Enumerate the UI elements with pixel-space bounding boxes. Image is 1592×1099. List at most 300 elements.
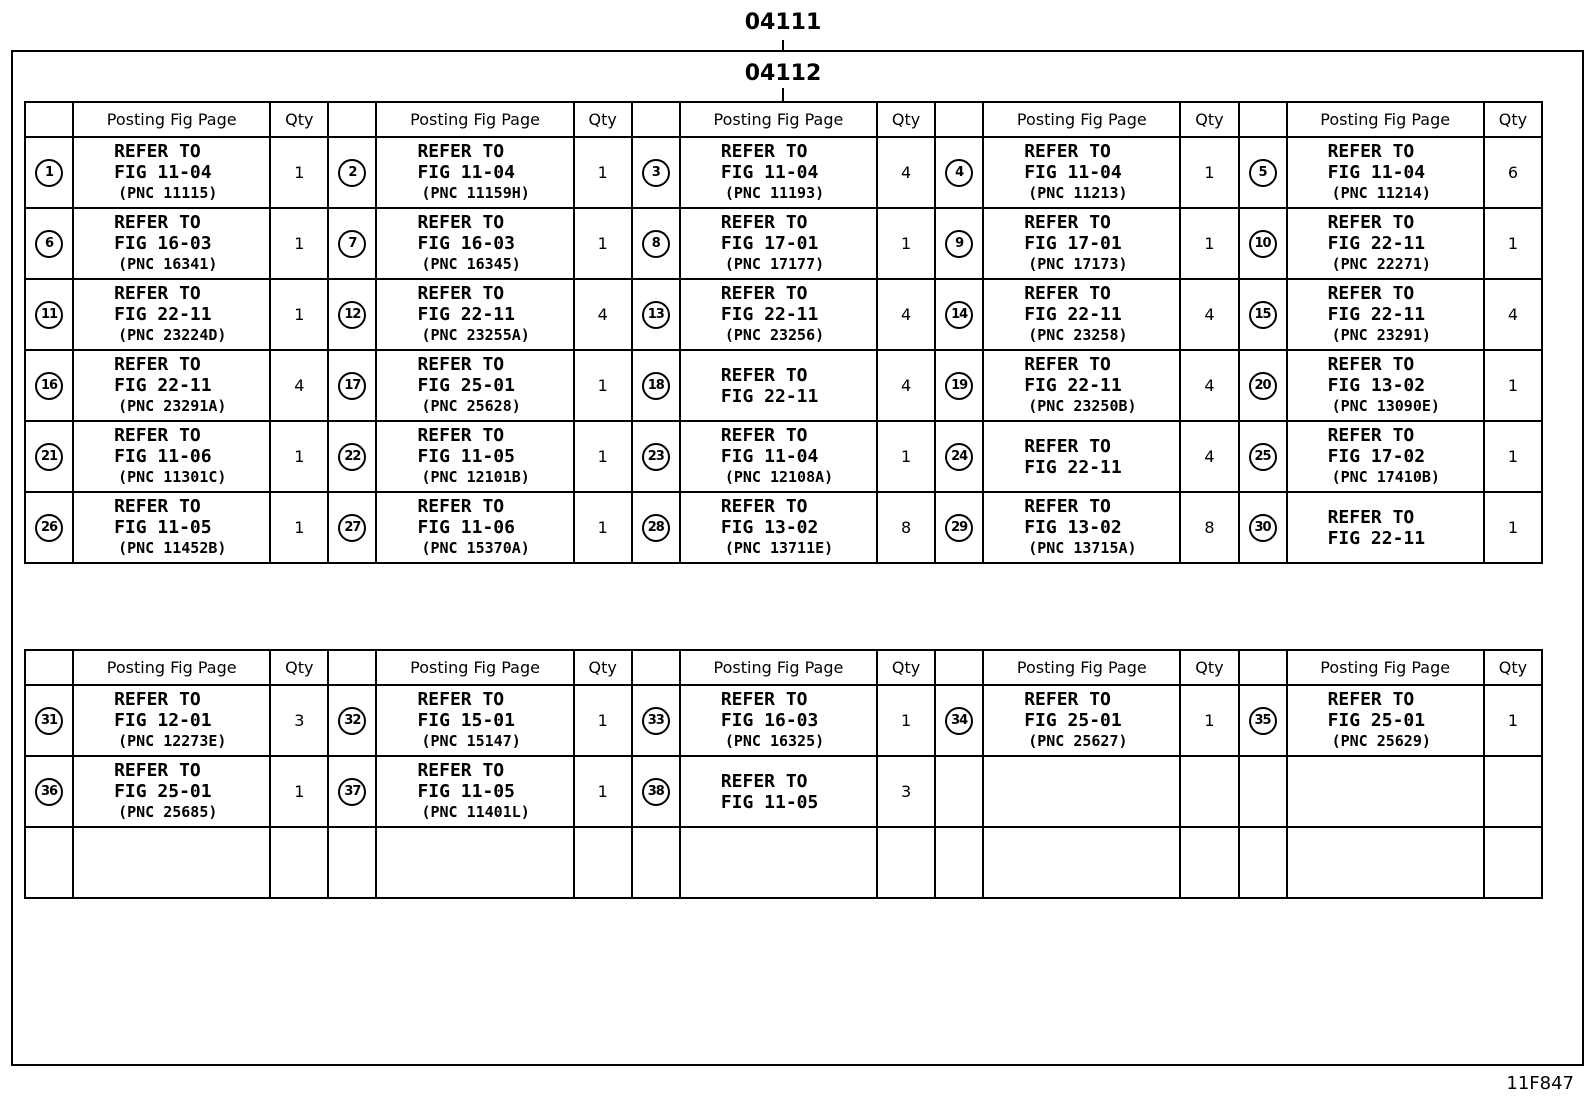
refer-line: REFER TO <box>417 354 505 375</box>
item-number-circle: 5 <box>1249 159 1277 187</box>
reference-cell <box>376 350 573 421</box>
reference-cell <box>1287 350 1484 421</box>
item-number-cell <box>1239 756 1287 827</box>
fig-line: FIG 15-01 <box>417 710 515 731</box>
refer-line: REFER TO <box>114 425 201 446</box>
header-qty: Qty <box>877 650 935 685</box>
item-number-circle: 10 <box>1249 230 1277 258</box>
qty-cell: 1 <box>877 685 935 756</box>
item-number-cell <box>632 279 680 350</box>
refer-line: REFER TO <box>720 496 808 517</box>
header-qty: Qty <box>270 102 328 137</box>
item-number-cell <box>328 827 376 898</box>
refer-line: REFER TO <box>1024 354 1111 375</box>
table-row <box>25 137 1542 208</box>
refer-line: REFER TO <box>1327 141 1415 162</box>
item-number-cell <box>1239 350 1287 421</box>
qty-cell <box>270 827 328 898</box>
qty-cell: 1 <box>1484 208 1542 279</box>
pnc-line: (PNC 15370A) <box>421 539 530 557</box>
fig-line: FIG 22-11 <box>1327 527 1426 549</box>
item-number-circle: 1 <box>35 159 63 187</box>
qty-cell: 4 <box>877 350 935 421</box>
table-row <box>25 279 1542 350</box>
qty-cell: 1 <box>1484 350 1542 421</box>
item-number-circle: 37 <box>338 778 366 806</box>
reference-cell <box>1287 279 1484 350</box>
header-qty: Qty <box>574 102 632 137</box>
item-number-circle: 13 <box>642 301 670 329</box>
refer-line: REFER TO <box>417 760 505 781</box>
item-number-circle: 25 <box>1249 443 1277 471</box>
pnc-line: (PNC 11115) <box>118 184 218 202</box>
item-number-cell <box>1239 492 1287 563</box>
fig-line: FIG 12-01 <box>114 710 212 731</box>
header-num-cell <box>632 650 680 685</box>
qty-cell: 8 <box>877 492 935 563</box>
refer-line: REFER TO <box>720 141 808 162</box>
fig-line: FIG 22-11 <box>1024 304 1122 325</box>
pnc-line: (PNC 25628) <box>421 397 521 415</box>
pnc-line: (PNC 17177) <box>724 255 825 273</box>
qty-cell: 1 <box>574 492 632 563</box>
item-number-cell <box>25 827 73 898</box>
qty-cell: 1 <box>574 685 632 756</box>
item-number-circle: 17 <box>338 372 366 400</box>
pnc-line: (PNC 23256) <box>724 326 825 344</box>
refer-line: REFER TO <box>1327 354 1415 375</box>
item-number-circle: 34 <box>945 707 973 735</box>
fig-line: FIG 13-02 <box>1327 375 1426 396</box>
item-number-circle: 30 <box>1249 514 1277 542</box>
header-posting: Posting Fig Page <box>1287 650 1484 685</box>
reference-cell <box>983 492 1180 563</box>
pnc-line: (PNC 16325) <box>724 732 825 750</box>
qty-cell: 4 <box>1180 279 1238 350</box>
header-num-cell <box>1239 102 1287 137</box>
reference-cell <box>983 421 1180 492</box>
pnc-line: (PNC 25627) <box>1028 732 1128 750</box>
fig-line: FIG 22-11 <box>1024 456 1122 478</box>
item-number-circle: 31 <box>35 707 63 735</box>
pnc-line: (PNC 12273E) <box>118 732 227 750</box>
reference-cell <box>376 208 573 279</box>
fig-line: FIG 22-11 <box>720 304 819 325</box>
qty-cell: 1 <box>1180 208 1238 279</box>
qty-cell: 1 <box>270 756 328 827</box>
fig-line: FIG 13-02 <box>1024 517 1122 538</box>
item-number-cell <box>935 208 983 279</box>
pnc-line: (PNC 23224D) <box>118 326 227 344</box>
refer-line: REFER TO <box>1327 212 1415 233</box>
header-num-cell <box>1239 650 1287 685</box>
item-number-circle: 8 <box>642 230 670 258</box>
reference-cell <box>73 685 270 756</box>
pnc-line: (PNC 11401L) <box>421 803 530 821</box>
fig-line: FIG 11-05 <box>417 446 515 467</box>
pnc-line: (PNC 12108A) <box>724 468 834 486</box>
qty-cell: 1 <box>877 421 935 492</box>
item-number-cell <box>632 350 680 421</box>
refer-line: REFER TO <box>1024 141 1111 162</box>
reference-cell <box>983 685 1180 756</box>
reference-cell <box>73 492 270 563</box>
qty-cell <box>877 827 935 898</box>
reference-cell <box>983 756 1180 827</box>
fig-line: FIG 11-05 <box>417 781 515 802</box>
item-number-cell <box>25 492 73 563</box>
pnc-line: (PNC 11452B) <box>118 539 227 557</box>
pnc-line: (PNC 15147) <box>421 732 521 750</box>
reference-table-2 <box>24 649 1543 899</box>
reference-cell <box>680 756 877 827</box>
refer-line: REFER TO <box>1024 212 1111 233</box>
header-qty: Qty <box>1484 650 1542 685</box>
qty-cell: 1 <box>574 350 632 421</box>
refer-line: REFER TO <box>417 212 505 233</box>
pnc-line: (PNC 13090E) <box>1331 397 1440 415</box>
reference-cell <box>1287 208 1484 279</box>
table-row <box>25 827 1542 898</box>
pnc-line: (PNC 23258) <box>1028 326 1128 344</box>
refer-line: REFER TO <box>1024 496 1111 517</box>
refer-line: REFER TO <box>720 283 808 304</box>
pnc-line: (PNC 23291) <box>1331 326 1431 344</box>
item-number-circle: 38 <box>642 778 670 806</box>
refer-line: REFER TO <box>1024 283 1111 304</box>
item-number-circle: 35 <box>1249 707 1277 735</box>
fig-line: FIG 11-04 <box>1024 162 1122 183</box>
item-number-circle: 36 <box>35 778 63 806</box>
item-number-circle: 11 <box>35 301 63 329</box>
reference-cell <box>1287 137 1484 208</box>
item-number-cell <box>25 208 73 279</box>
item-number-circle: 12 <box>338 301 366 329</box>
pnc-line: (PNC 23250B) <box>1028 397 1137 415</box>
reference-cell <box>680 137 877 208</box>
reference-cell <box>1287 827 1484 898</box>
item-number-circle: 16 <box>35 372 63 400</box>
header-qty: Qty <box>574 650 632 685</box>
pnc-line: (PNC 13711E) <box>724 539 834 557</box>
pnc-line: (PNC 25685) <box>118 803 218 821</box>
header-posting: Posting Fig Page <box>73 650 270 685</box>
item-number-circle: 14 <box>945 301 973 329</box>
pnc-line: (PNC 13715A) <box>1028 539 1137 557</box>
reference-cell <box>680 350 877 421</box>
item-number-cell <box>632 685 680 756</box>
refer-line: REFER TO <box>114 760 201 781</box>
header-qty: Qty <box>1484 102 1542 137</box>
item-number-circle: 23 <box>642 443 670 471</box>
refer-line: REFER TO <box>417 425 505 446</box>
pnc-line: (PNC 17173) <box>1028 255 1128 273</box>
pnc-line: (PNC 23255A) <box>421 326 530 344</box>
refer-line: REFER TO <box>1024 689 1111 710</box>
item-number-cell <box>935 685 983 756</box>
reference-cell <box>1287 492 1484 563</box>
reference-cell <box>680 492 877 563</box>
pnc-line: (PNC 12101B) <box>421 468 530 486</box>
header-num-cell <box>632 102 680 137</box>
qty-cell <box>1484 756 1542 827</box>
item-number-cell <box>935 137 983 208</box>
qty-cell <box>574 827 632 898</box>
header-num-cell <box>25 102 73 137</box>
refer-line: REFER TO <box>114 283 201 304</box>
item-number-cell <box>25 279 73 350</box>
pnc-line: (PNC 17410B) <box>1331 468 1440 486</box>
item-number-circle: 6 <box>35 230 63 258</box>
qty-cell: 8 <box>1180 492 1238 563</box>
reference-table-1 <box>24 101 1543 564</box>
header-row <box>25 650 1542 685</box>
item-number-circle: 3 <box>642 159 670 187</box>
reference-cell <box>680 827 877 898</box>
pnc-line: (PNC 23291A) <box>118 397 227 415</box>
item-number-cell <box>25 350 73 421</box>
reference-cell <box>376 685 573 756</box>
reference-cell <box>376 756 573 827</box>
label-04112: 04112 <box>744 61 822 86</box>
qty-cell: 4 <box>1180 421 1238 492</box>
fig-line: FIG 11-04 <box>1327 162 1426 183</box>
item-number-cell <box>328 756 376 827</box>
diagram-code: 11F847 <box>1506 1073 1574 1094</box>
reference-cell <box>983 827 1180 898</box>
item-number-cell <box>935 827 983 898</box>
header-posting: Posting Fig Page <box>376 650 573 685</box>
table-row <box>25 421 1542 492</box>
fig-line: FIG 22-11 <box>1024 375 1122 396</box>
fig-line: FIG 25-01 <box>1327 710 1426 731</box>
qty-cell: 1 <box>1180 137 1238 208</box>
fig-line: FIG 22-11 <box>417 304 515 325</box>
qty-cell: 4 <box>1484 279 1542 350</box>
item-number-cell <box>328 208 376 279</box>
qty-cell: 4 <box>270 350 328 421</box>
item-number-circle: 21 <box>35 443 63 471</box>
item-number-circle: 4 <box>945 159 973 187</box>
refer-line: REFER TO <box>1327 506 1415 528</box>
pnc-line: (PNC 11159H) <box>421 184 530 202</box>
qty-cell: 3 <box>270 685 328 756</box>
reference-cell <box>73 279 270 350</box>
refer-line: REFER TO <box>720 212 808 233</box>
qty-cell <box>1484 827 1542 898</box>
header-qty: Qty <box>1180 650 1238 685</box>
qty-cell <box>1180 756 1238 827</box>
item-number-circle: 32 <box>338 707 366 735</box>
refer-line: REFER TO <box>114 689 201 710</box>
refer-line: REFER TO <box>1327 283 1415 304</box>
qty-cell: 1 <box>1180 685 1238 756</box>
reference-cell <box>983 208 1180 279</box>
fig-line: FIG 22-11 <box>720 385 819 407</box>
item-number-cell <box>25 756 73 827</box>
item-number-cell <box>328 279 376 350</box>
label-04111: 04111 <box>744 10 822 35</box>
reference-cell <box>376 827 573 898</box>
fig-line: FIG 17-02 <box>1327 446 1426 467</box>
reference-cell <box>983 350 1180 421</box>
header-qty: Qty <box>877 102 935 137</box>
item-number-cell <box>935 279 983 350</box>
reference-cell <box>680 421 877 492</box>
item-number-circle: 20 <box>1249 372 1277 400</box>
reference-cell <box>1287 685 1484 756</box>
leader-line-inner <box>782 88 784 102</box>
refer-line: REFER TO <box>720 770 808 792</box>
refer-line: REFER TO <box>114 141 201 162</box>
item-number-cell <box>632 827 680 898</box>
fig-line: FIG 22-11 <box>1327 304 1426 325</box>
item-number-cell <box>328 421 376 492</box>
qty-cell: 1 <box>270 137 328 208</box>
reference-cell <box>73 350 270 421</box>
refer-line: REFER TO <box>720 425 808 446</box>
item-number-circle: 15 <box>1249 301 1277 329</box>
item-number-circle: 24 <box>945 443 973 471</box>
qty-cell: 4 <box>1180 350 1238 421</box>
refer-line: REFER TO <box>114 354 201 375</box>
reference-cell <box>680 279 877 350</box>
header-num-cell <box>935 650 983 685</box>
header-num-cell <box>935 102 983 137</box>
reference-cell <box>73 137 270 208</box>
item-number-circle: 29 <box>945 514 973 542</box>
fig-line: FIG 11-04 <box>720 162 819 183</box>
pnc-line: (PNC 16341) <box>118 255 218 273</box>
qty-cell: 4 <box>574 279 632 350</box>
item-number-cell <box>328 137 376 208</box>
table-row <box>25 685 1542 756</box>
reference-cell <box>376 492 573 563</box>
pnc-line: (PNC 11301C) <box>118 468 227 486</box>
header-num-cell <box>328 650 376 685</box>
qty-cell: 1 <box>270 208 328 279</box>
fig-line: FIG 13-02 <box>720 517 819 538</box>
fig-line: FIG 11-06 <box>114 446 212 467</box>
qty-cell: 1 <box>877 208 935 279</box>
fig-line: FIG 25-01 <box>1024 710 1122 731</box>
item-number-circle: 28 <box>642 514 670 542</box>
fig-line: FIG 11-05 <box>114 517 212 538</box>
qty-cell: 1 <box>574 208 632 279</box>
refer-line: REFER TO <box>417 283 505 304</box>
reference-cell <box>1287 756 1484 827</box>
fig-line: FIG 25-01 <box>417 375 515 396</box>
pnc-line: (PNC 11193) <box>724 184 825 202</box>
header-posting: Posting Fig Page <box>376 102 573 137</box>
pnc-line: (PNC 11213) <box>1028 184 1128 202</box>
item-number-cell <box>632 756 680 827</box>
header-posting: Posting Fig Page <box>983 650 1180 685</box>
reference-cell <box>983 137 1180 208</box>
fig-line: FIG 11-04 <box>720 446 819 467</box>
reference-cell <box>983 279 1180 350</box>
qty-cell <box>1180 827 1238 898</box>
fig-line: FIG 17-01 <box>1024 233 1122 254</box>
refer-line: REFER TO <box>720 364 808 386</box>
refer-line: REFER TO <box>1327 425 1415 446</box>
table-row <box>25 208 1542 279</box>
item-number-cell <box>328 492 376 563</box>
pnc-line: (PNC 16345) <box>421 255 521 273</box>
item-number-cell <box>935 421 983 492</box>
reference-cell <box>1287 421 1484 492</box>
item-number-cell <box>1239 827 1287 898</box>
fig-line: FIG 16-03 <box>114 233 212 254</box>
item-number-cell <box>1239 279 1287 350</box>
item-number-cell <box>935 350 983 421</box>
header-posting: Posting Fig Page <box>680 102 877 137</box>
header-posting: Posting Fig Page <box>680 650 877 685</box>
item-number-cell <box>935 756 983 827</box>
reference-cell <box>73 208 270 279</box>
item-number-cell <box>25 137 73 208</box>
item-number-cell <box>328 350 376 421</box>
item-number-cell <box>632 421 680 492</box>
reference-cell <box>376 279 573 350</box>
fig-line: FIG 22-11 <box>114 375 212 396</box>
refer-line: REFER TO <box>114 496 201 517</box>
fig-line: FIG 22-11 <box>1327 233 1426 254</box>
fig-line: FIG 25-01 <box>114 781 212 802</box>
reference-cell <box>680 208 877 279</box>
qty-cell: 1 <box>270 492 328 563</box>
pnc-line: (PNC 22271) <box>1331 255 1431 273</box>
qty-cell: 1 <box>1484 492 1542 563</box>
header-num-cell <box>25 650 73 685</box>
fig-line: FIG 16-03 <box>720 710 819 731</box>
refer-line: REFER TO <box>1327 689 1415 710</box>
item-number-cell <box>1239 685 1287 756</box>
reference-cell <box>680 685 877 756</box>
qty-cell: 1 <box>1484 421 1542 492</box>
refer-line: REFER TO <box>1024 435 1111 457</box>
item-number-cell <box>632 208 680 279</box>
refer-line: REFER TO <box>114 212 201 233</box>
item-number-cell <box>1239 208 1287 279</box>
item-number-circle: 22 <box>338 443 366 471</box>
header-row <box>25 102 1542 137</box>
fig-line: FIG 11-04 <box>417 162 515 183</box>
table-row <box>25 350 1542 421</box>
qty-cell: 1 <box>574 421 632 492</box>
fig-line: FIG 17-01 <box>720 233 819 254</box>
header-posting: Posting Fig Page <box>1287 102 1484 137</box>
item-number-circle: 26 <box>35 514 63 542</box>
qty-cell: 1 <box>270 421 328 492</box>
header-posting: Posting Fig Page <box>73 102 270 137</box>
item-number-cell <box>632 492 680 563</box>
item-number-cell <box>25 421 73 492</box>
item-number-circle: 27 <box>338 514 366 542</box>
qty-cell: 1 <box>574 137 632 208</box>
reference-cell <box>73 827 270 898</box>
refer-line: REFER TO <box>417 689 505 710</box>
header-num-cell <box>328 102 376 137</box>
qty-cell: 1 <box>1484 685 1542 756</box>
item-number-circle: 9 <box>945 230 973 258</box>
fig-line: FIG 11-06 <box>417 517 515 538</box>
header-posting: Posting Fig Page <box>983 102 1180 137</box>
qty-cell: 1 <box>270 279 328 350</box>
item-number-circle: 7 <box>338 230 366 258</box>
item-number-circle: 2 <box>338 159 366 187</box>
header-qty: Qty <box>270 650 328 685</box>
